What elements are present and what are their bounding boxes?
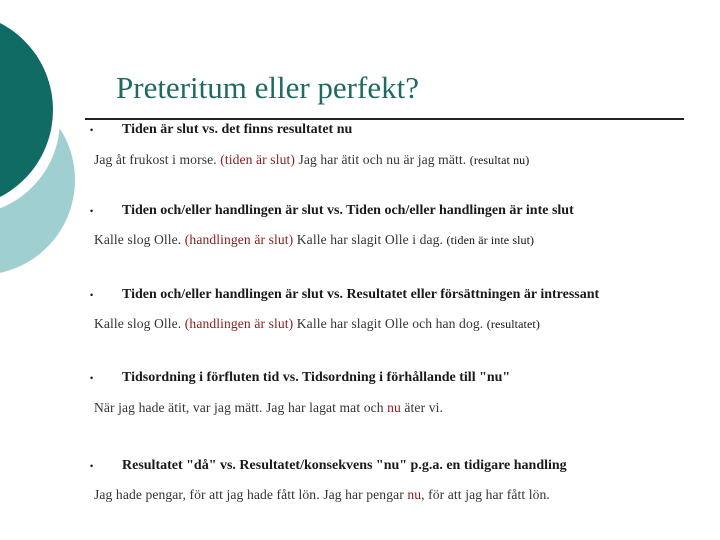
heading-text: Resultatet "då" vs. Resultatet/konsekvens "nu" p.g.a. en tidigare handling — [122, 458, 567, 473]
example-text: äter vi. — [400, 400, 443, 415]
example-note: (resultat nu) — [469, 153, 530, 167]
decorative-circles — [0, 0, 120, 300]
title-divider — [85, 118, 684, 120]
example-text: Kalle slog Olle. — [94, 316, 185, 331]
example-highlight: (handlingen är slut) — [184, 232, 294, 247]
example-text: Kalle har slagit Olle i dag. — [293, 232, 447, 247]
bullet-marker: • — [90, 460, 94, 471]
example-note: (tiden är inte slut) — [446, 233, 535, 247]
example-text: Jag åt frukost i morse. — [94, 152, 221, 167]
bullet-heading-3 — [90, 287, 599, 303]
heading-text: Tiden och/eller handlingen är slut vs. Resultatet eller försättningen är intressant — [122, 287, 600, 302]
bullet-heading-2 — [90, 203, 574, 219]
example-text: , för att jag har fått lön. — [421, 487, 550, 502]
example-highlight: (tiden är slut) — [220, 152, 295, 167]
bullet-marker: • — [90, 289, 94, 300]
heading-text: Tiden är slut vs. det finns resultatet nu — [122, 122, 353, 137]
bullet-marker: • — [90, 372, 94, 383]
slide-title: Preteritum eller perfekt? — [116, 70, 419, 105]
heading-text: Tidsordning i förfluten tid vs. Tidsordning i förhållande till "nu" — [122, 370, 511, 385]
example-line-4 — [94, 400, 443, 416]
example-line-1 — [94, 152, 529, 168]
example-line-2 — [94, 232, 534, 248]
example-note: (resultatet) — [486, 317, 540, 331]
example-text: Kalle har slagit Olle och han dog. — [293, 316, 487, 331]
bullet-heading-5 — [90, 458, 567, 474]
example-highlight: nu — [387, 400, 401, 415]
heading-text: Tiden och/eller handlingen är slut vs. Tiden och/eller handlingen är inte slut — [122, 203, 574, 218]
bullet-heading-4 — [90, 370, 510, 386]
example-line-3 — [94, 316, 540, 332]
bullet-marker: • — [90, 124, 94, 135]
example-highlight: nu — [407, 487, 422, 502]
example-line-5 — [94, 487, 550, 503]
example-text: Kalle slog Olle. — [94, 232, 185, 247]
example-text: Jag har ätit och nu är jag mätt. — [294, 152, 470, 167]
example-text: Jag hade pengar, för att jag hade fått lön. Jag har pengar — [94, 487, 408, 502]
example-highlight: (handlingen är slut) — [184, 316, 294, 331]
bullet-marker: • — [90, 205, 94, 216]
bullet-heading-1 — [90, 122, 352, 138]
example-text: När jag hade ätit, var jag mätt. Jag har lagat mat och — [94, 400, 388, 415]
